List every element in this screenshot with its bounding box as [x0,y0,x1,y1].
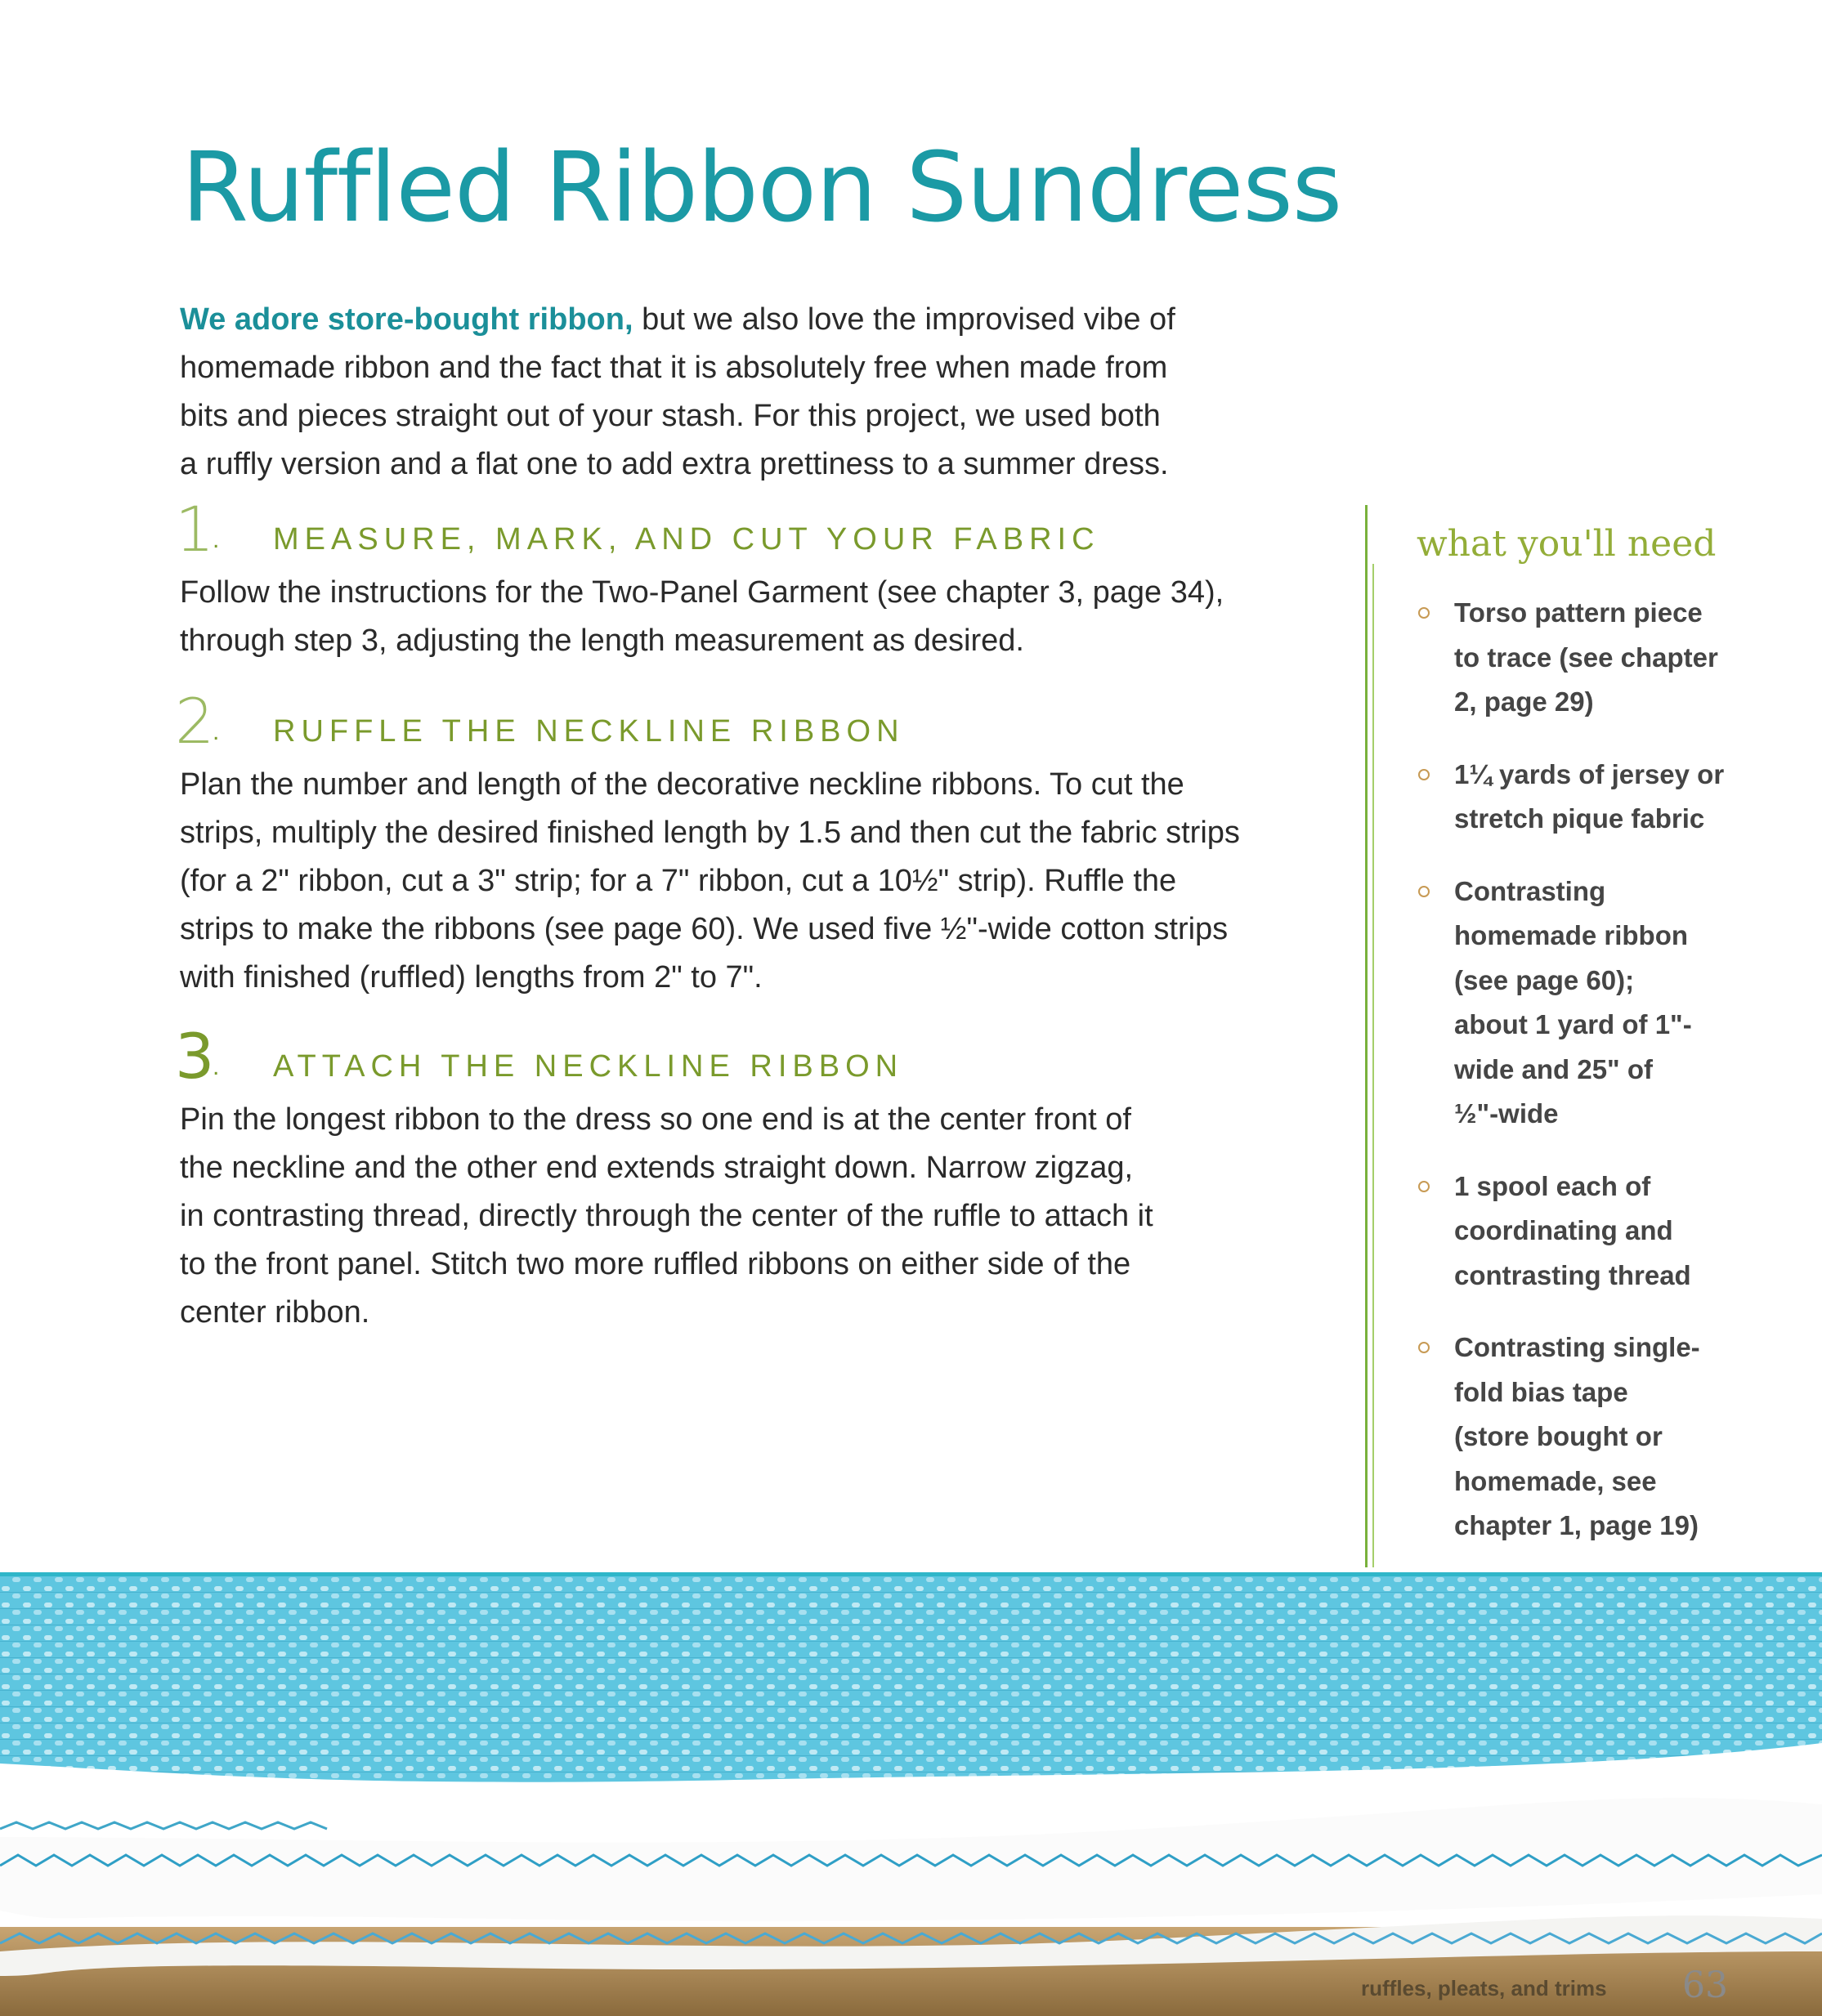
step-body [180,1096,1292,1337]
step-title: MEASURE, MARK, AND CUT YOUR FABRIC [273,522,1100,557]
step-line: the neckline and the other end extends straight down. Narrow zigzag, [180,1151,1134,1185]
step-body [180,761,1292,1002]
intro-lead: We adore store-bought ribbon, [180,302,633,337]
step-line: Follow the instructions for the Two-Panel Garment (see chapter 3, page 34), [180,575,1224,610]
step-title: RUFFLE THE NECKLINE RIBBON [273,714,905,749]
material-line: (see page 60); [1454,964,1635,995]
intro-line: a ruffly version and a flat one to add extra prettiness to a summer dress. [180,447,1169,481]
page-title: Ruffled Ribbon Sundress [181,131,1342,244]
step-number-dot: . [213,718,220,745]
material-item [1417,1164,1760,1299]
step-line: to the front panel. Stitch two more ruffled ribbons on either side of the [180,1247,1131,1281]
material-line: Contrasting single- [1454,1332,1700,1362]
step-number: 2 [175,685,215,758]
material-item [1417,1325,1760,1549]
material-line: ½"-wide [1454,1098,1559,1129]
material-line: to trace (see chapter [1454,641,1718,673]
intro-line: but we also love the improvised vibe of [633,302,1175,337]
material-line: Torso pattern piece [1454,597,1703,628]
material-line: wide and 25" of [1454,1053,1654,1084]
sidebar-title: what you'll need [1417,523,1717,565]
step-number: 3 [175,1020,215,1093]
material-line: contrasting thread [1454,1259,1691,1290]
material-line: 1¼ yards of jersey or [1454,758,1725,789]
material-item [1417,869,1760,1137]
ribbon-divider-line [1365,505,1368,1597]
materials-list [1417,591,1760,1549]
step-line: with finished (ruffled) lengths from 2" to 7". [180,960,763,995]
step-title: ATTACH THE NECKLINE RIBBON [273,1049,904,1084]
intro-paragraph [180,296,1275,489]
material-line: Contrasting [1454,875,1606,906]
material-line: homemade ribbon [1454,920,1689,950]
material-line: 1 spool each of [1454,1170,1651,1201]
step-line: Pin the longest ribbon to the dress so one end is at the center front of [180,1102,1131,1137]
circle-bullet-icon [1418,769,1430,780]
material-item [1417,753,1760,842]
step-1 [175,489,1292,665]
step-line: center ribbon. [180,1295,370,1330]
material-line: chapter 1, page 19) [1454,1510,1699,1540]
step-2 [175,681,1292,1002]
step-line: (for a 2" ribbon, cut a 3" strip; for a 7" ribbon, cut a 10½" strip). Ruffle the [180,864,1177,898]
ribbon-fabric-photo [0,1567,1822,2016]
step-line: through step 3, adjusting the length measurement as desired. [180,624,1024,658]
step-heading [175,489,1292,565]
step-body [180,569,1292,665]
materials-sidebar [1417,523,1760,1576]
step-line: strips to make the ribbons (see page 60). We used five ½"-wide cotton strips [180,912,1229,946]
page-number: 63 [1682,1965,1728,2006]
ribbon-divider-line [1372,564,1374,1597]
circle-bullet-icon [1418,886,1430,897]
circle-bullet-icon [1418,607,1430,619]
step-heading [175,1016,1292,1093]
material-line: fold bias tape [1454,1376,1628,1407]
intro-line: bits and pieces straight out of your stash. For this project, we used both [180,399,1161,433]
material-line: stretch pique fabric [1454,803,1705,834]
step-heading [175,681,1292,758]
material-line: 2, page 29) [1454,686,1594,717]
step-number-dot: . [213,1053,220,1080]
step-line: Plan the number and length of the decorative neckline ribbons. To cut the [180,767,1184,802]
intro-line: homemade ribbon and the fact that it is absolutely free when made from [180,351,1168,385]
step-3 [175,1016,1292,1337]
material-line: about 1 yard of 1"- [1454,1009,1692,1039]
step-number: 1 [175,493,215,565]
material-item [1417,591,1760,725]
material-line: coordinating and [1454,1215,1673,1245]
circle-bullet-icon [1418,1181,1430,1192]
material-line: (store bought or [1454,1421,1663,1451]
step-line: strips, multiply the desired finished length by 1.5 and then cut the fabric strips [180,816,1240,850]
circle-bullet-icon [1418,1342,1430,1353]
step-number-dot: . [213,526,220,553]
running-footer: ruffles, pleats, and trims [1361,1976,1607,2000]
material-line: homemade, see [1454,1465,1657,1496]
step-line: in contrasting thread, directly through the center of the ruffle to attach it [180,1199,1153,1233]
